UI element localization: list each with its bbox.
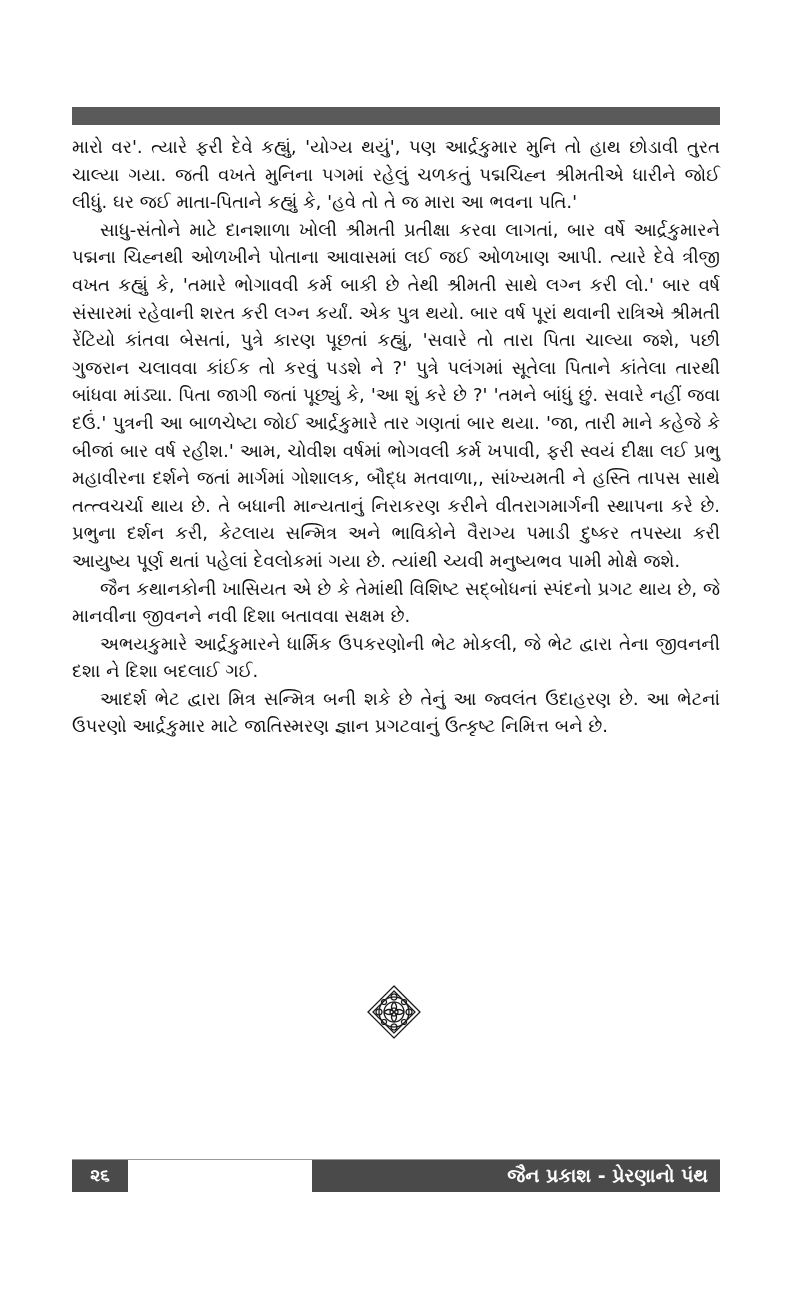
floral-ornament-icon: [366, 984, 422, 1040]
paragraph-5: આદર્શ ભેટ દ્વારા મિત્ર સન્મિત્ર બની શકે છે તેનું આ જ્વલંત ઉદાહરણ છે. આ ભેટનાં ઉપરણો આર્દ્રકુમાર માટે જાતિસ્મરણ જ્ઞાન પ્રગટવાનું ઉત્કૃષ્ટ નિમિત્ત બને છે.: [72, 688, 720, 738]
paragraph-3: જૈન કથાનકોની ખાસિયત એ છે કે તેમાંથી વિશિષ્ટ સદ્બોધનાં સ્પંદનો પ્રગટ થાય છે, જે માનવીના જીવનને નવી દિશા બતાવવા સક્ષમ છે.: [72, 578, 720, 628]
paragraph-4: અભયકુમારે આર્દ્રકુમારને ધાર્મિક ઉપકરણોની ભેટ મોકલી, જે ભેટ દ્વારા તેના જીવનની દશા ને દિશા બદલાઈ ગઈ.: [72, 633, 720, 683]
book-title: જૈન પ્રકાશ - પ્રેરણાનો પંથ: [312, 1160, 720, 1192]
page-body: [72, 134, 720, 741]
paragraph-2: સાધુ-સંતોને માટે દાનશાળા ખોલી શ્રીમતી પ્રતીક્ષા કરવા લાગતાં, બાર વર્ષે આર્દ્રકુમારને પદ્મના ચિહ્નથી ઓળખીને પોતાના આવાસમાં લઈ જઈ ઓળખાણ આપી. ત્યારે દેવે ત્રીજી વખત કહ્યું કે, 'તમારે ભોગાવવી કર્મ બાકી છે તેથી શ્રીમતી સાથે લગ્ન કરી લો.' બાર વર્ષ સંસારમાં રહેવાની શરત કરી લગ્ન કર્યાં. એક પુત્ર થયો. બાર વર્ષ પૂરાં થવાની રાત્રિએ શ્રીમતી રેંટિયો કાંતવા બેસતાં, પુત્રે કારણ પૂછતાં કહ્યું, 'સવારે તો તારા પિતા ચાલ્યા જશે, પછી ગુજરાન ચલાવવા કાંઈક તો કરવું પડશે ને ?' પુત્રે પલંગમાં સૂતેલા પિતાને કાંતેલા તારથી બાંધવા માંડ્યા. પિતા જાગી જતાં પૂછ્યું કે, 'આ શું કરે છે ?' 'તમને બાંધું છું. સવારે નહીં જવા દઉં.' પુત્રની આ બાળચેષ્ટા જોઈ આર્દ્રકુમારે તાર ગણતાં બાર થયા. 'જા, તારી માને કહેજે કે બીજાં બાર વર્ષ રહીશ.' આમ, ચોવીશ વર્ષમાં ભોગવલી કર્મ ખપાવી, ફરી સ્વયં દીક્ષા લઈ પ્રભુ મહાવીરના દર્શને જતાં માર્ગમાં ગોશાલક, બૌદ્ધ મતવાળા,, સાંખ્યમતી ને હસ્તિ તાપસ સાથે તત્ત્વચર્ચા થાય છે. તે બધાની માન્યતાનું નિરાકરણ કરીને વીતરાગમાર્ગની સ્થાપના કરે છે. પ્રભુના દર્શન કરી, કેટલાય સન્મિત્ર અને ભાવિકોને વૈરાગ્ય પમાડી દુષ્કર તપસ્યા કરી આયુષ્ય પૂર્ણ થતાં પહેલાં દેવલોકમાં ગયા છે. ત્યાંથી ચ્યવી મનુષ્યભવ પામી મોક્ષે જશે.: [72, 219, 720, 572]
paragraph-1: મારો વર'. ત્યારે ફરી દેવે કહ્યું, 'યોગ્ય થયું', પણ આર્દ્રકુમાર મુનિ તો હાથ છોડાવી તુરત ચાલ્યા ગયા. જતી વખતે મુનિના પગમાં રહેલું ચળકતું પદ્મચિહ્ન શ્રીમતીએ ધારીને જોઈ લીધું. ઘર જઈ માતા-પિતાને કહ્યું કે, 'હવે તો તે જ મારા આ ભવના પતિ.': [72, 137, 720, 214]
header-rule: [72, 107, 720, 125]
page-number: ૨૬: [72, 1160, 128, 1192]
